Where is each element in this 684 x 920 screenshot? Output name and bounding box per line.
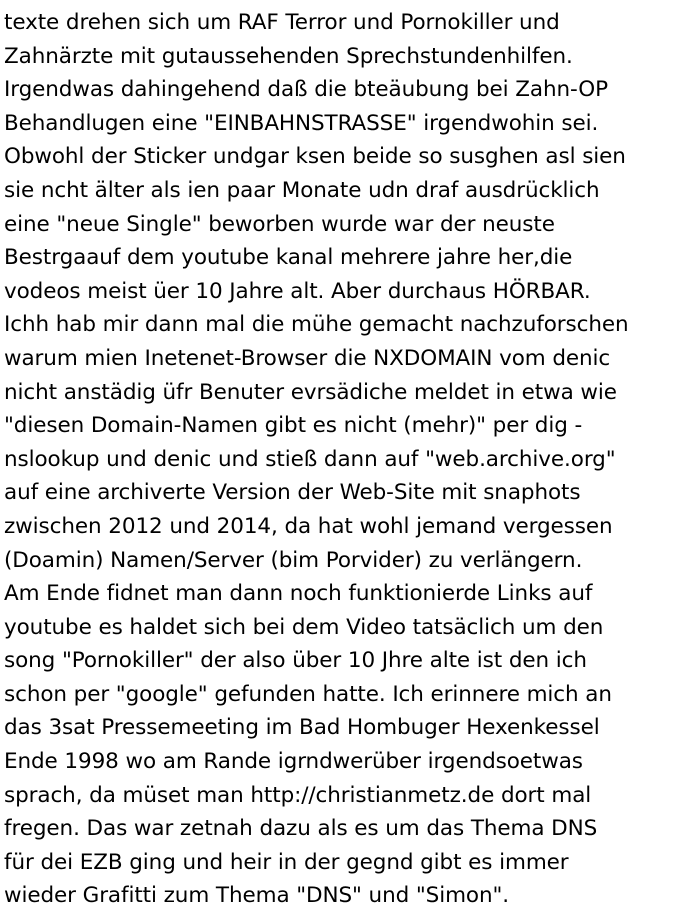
text-line: Ende 1998 wo am Rande igrndwerüber irgendsoetwas bbox=[4, 749, 583, 775]
text-line: sprach, da müset man http://christianmetz.de dort mal bbox=[4, 782, 592, 808]
text-line: "diesen Domain-Namen gibt es nicht (mehr)" per dig - bbox=[4, 413, 583, 439]
text-line: song "Pornokiller" der also über 10 Jhre alte ist den ich bbox=[4, 648, 587, 674]
text-line: fregen. Das war zetnah dazu als es um das Thema DNS bbox=[4, 816, 598, 842]
text-line: Obwohl der Sticker undgar ksen beide so susghen asl sien bbox=[4, 144, 626, 170]
text-line: eine "neue Single" beworben wurde war der neuste bbox=[4, 211, 555, 237]
text-line: vodeos meist üer 10 Jahre alt. Aber durchaus HÖRBAR. bbox=[4, 278, 591, 304]
text-line: Bestrgaauf dem youtube kanal mehrere jahre her,die bbox=[4, 245, 573, 271]
text-line: sie ncht älter als ien paar Monate udn draf ausdrücklich bbox=[4, 177, 600, 203]
text-line: zwischen 2012 und 2014, da hat wohl jemand vergessen bbox=[4, 513, 613, 539]
text-line: für dei EZB ging und heir in der gegnd gibt es immer bbox=[4, 849, 569, 875]
text-line: Behandlugen eine "EINBAHNSTRASSE" irgendwohin sei. bbox=[4, 110, 599, 136]
text-line: das 3sat Pressemeeting im Bad Hombuger Hexenkessel bbox=[4, 715, 600, 741]
text-line: (Doamin) Namen/Server (bim Porvider) zu verlängern. bbox=[4, 547, 583, 573]
text-line: Irgendwas dahingehend daß die bteäubung bei Zahn-OP bbox=[4, 77, 608, 103]
text-line: auf eine archiverte Version der Web-Site mit snaphots bbox=[4, 480, 581, 506]
text-line: wieder Grafitti zum Thema "DNS" und "Simon". bbox=[4, 883, 510, 909]
text-line: Ichh hab mir dann mal die mühe gemacht nachzuforschen bbox=[4, 312, 629, 338]
text-line: nslookup und denic und stieß dann auf "web.archive.org" bbox=[4, 446, 616, 472]
text-line: nicht anstädig üfr Benuter evrsädiche meldet in etwa wie bbox=[4, 379, 617, 405]
text-line: Zahnärzte mit gutaussehenden Sprechstundenhilfen. bbox=[4, 43, 573, 69]
text-line: youtube es haldet sich bei dem Video tatsäclich um den bbox=[4, 614, 604, 640]
text-line: Am Ende fidnet man dann noch funktionierde Links auf bbox=[4, 581, 593, 607]
text-line: warum mien Inetenet-Browser die NXDOMAIN vom denic bbox=[4, 345, 611, 371]
text-line: texte drehen sich um RAF Terror und Pornokiller und bbox=[4, 10, 560, 35]
text-line: schon per "google" gefunden hatte. Ich erinnere mich an bbox=[4, 681, 612, 707]
